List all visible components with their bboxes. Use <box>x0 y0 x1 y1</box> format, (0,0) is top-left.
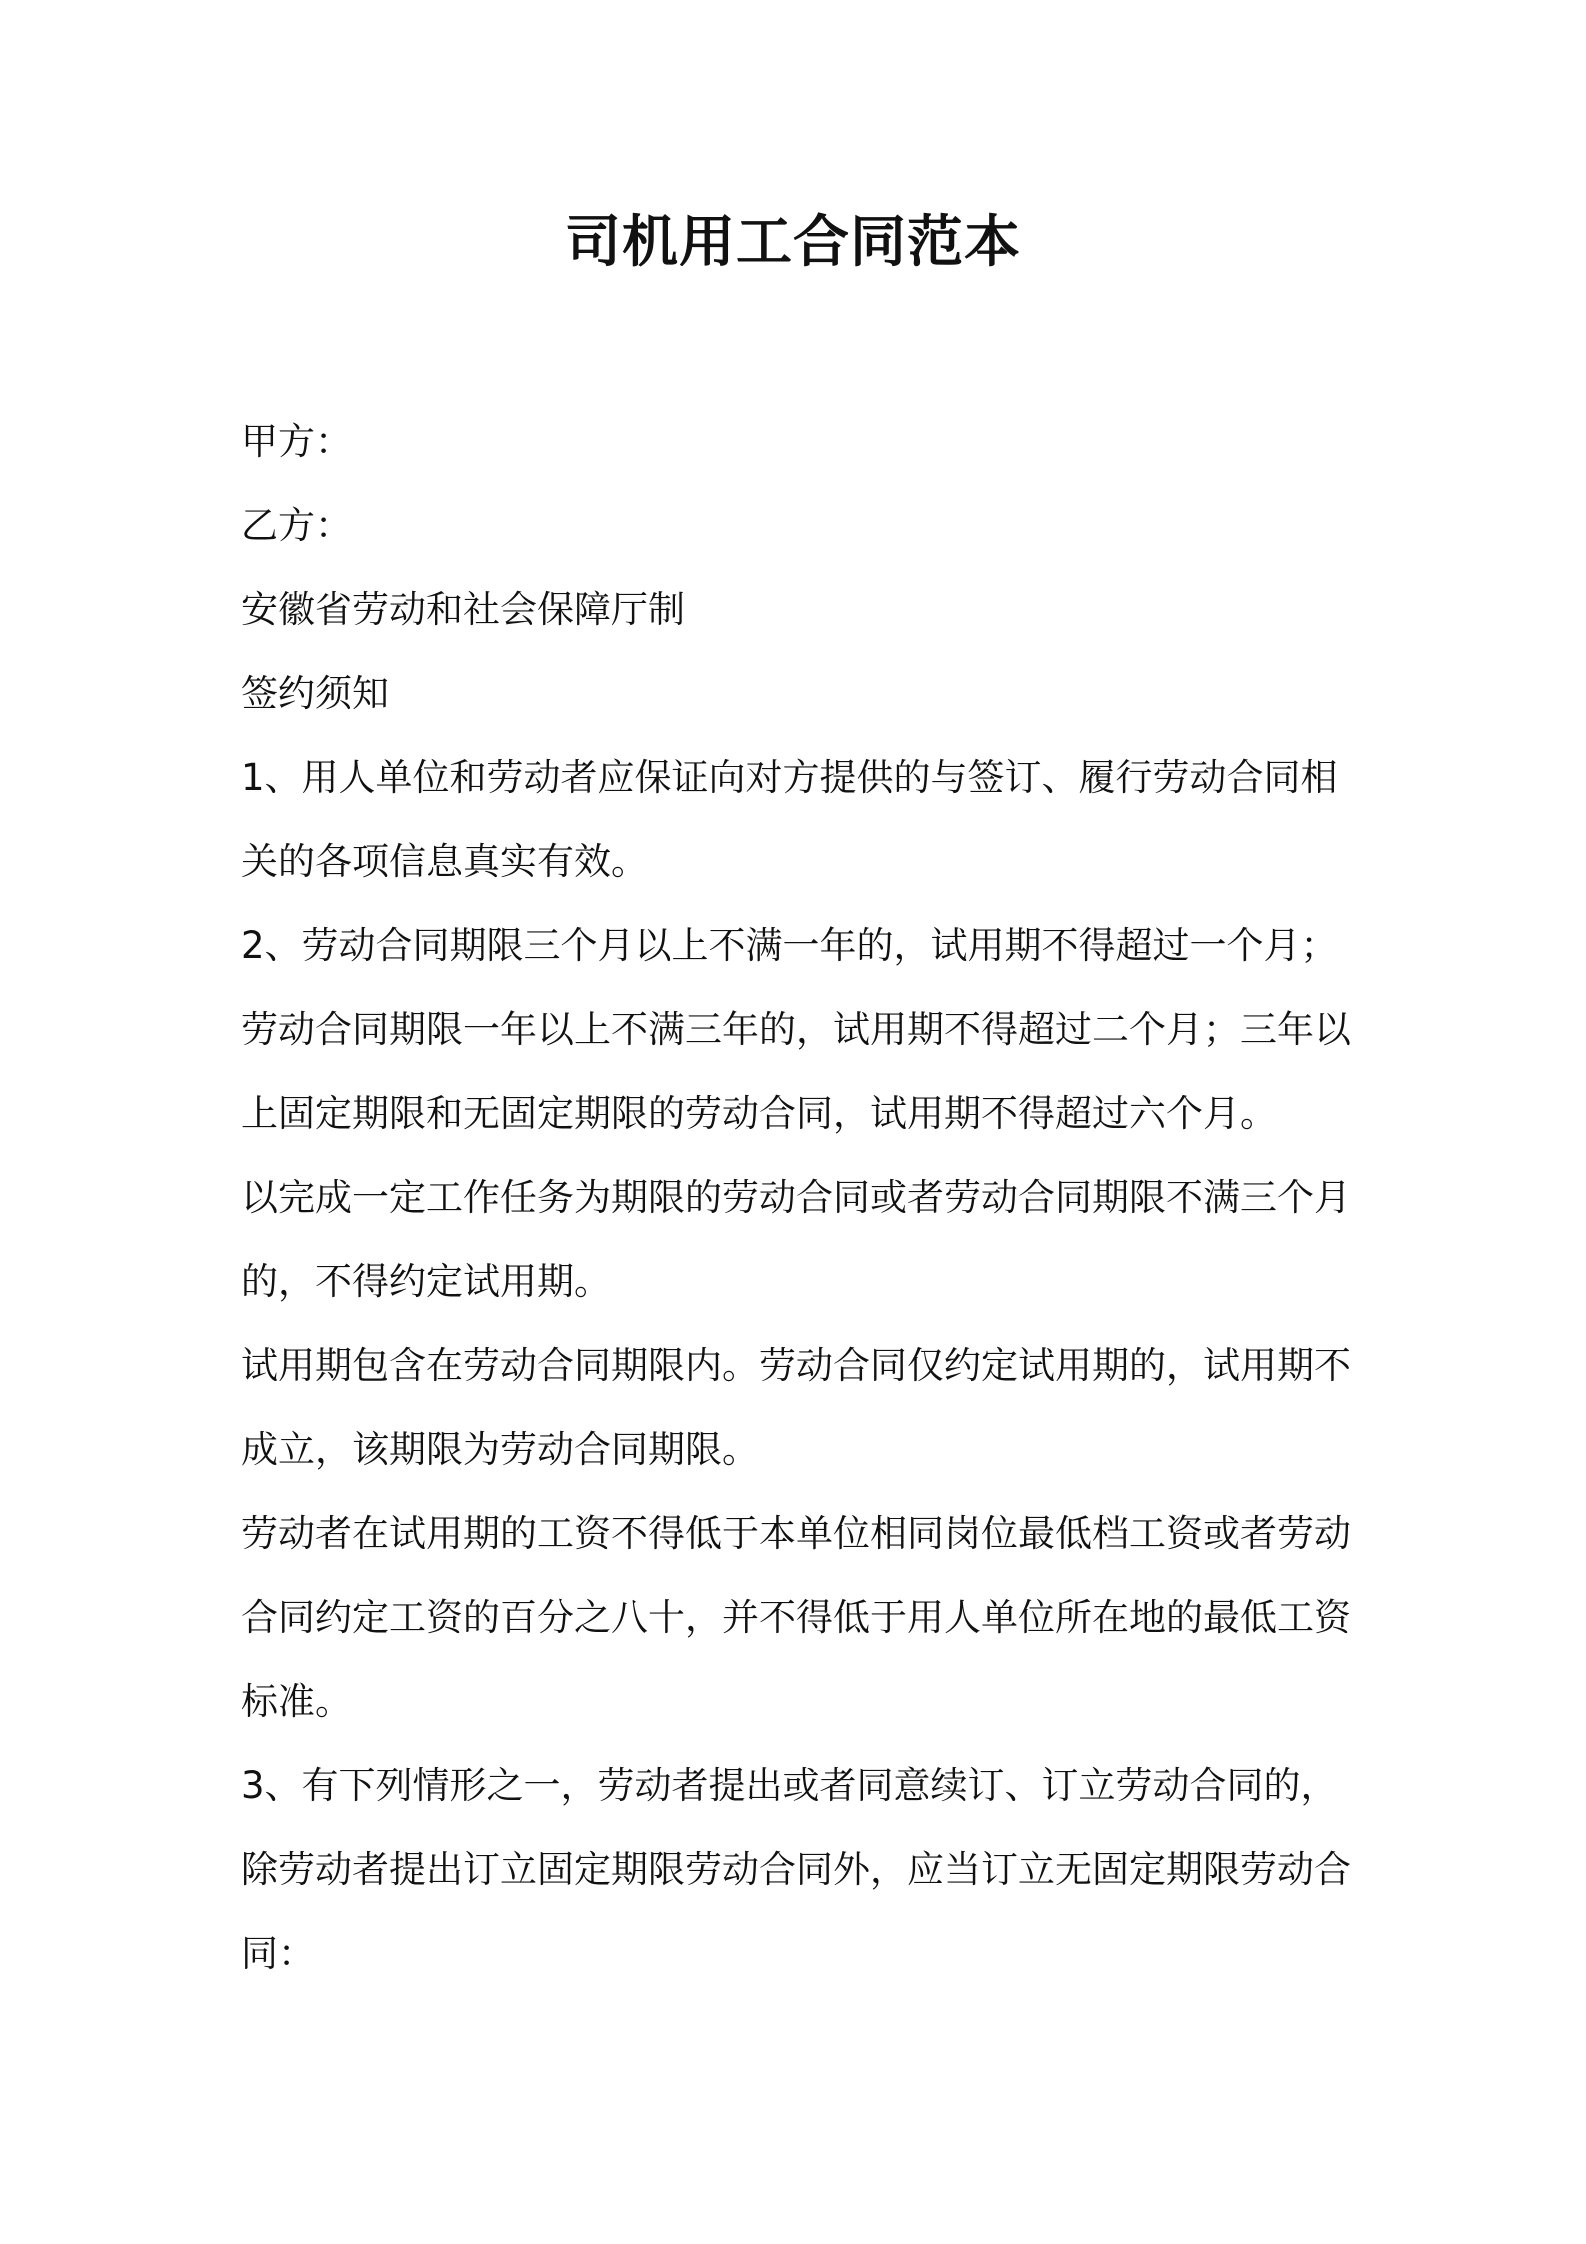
clause-2: 2、劳动合同期限三个月以上不满一年的，试用期不得超过一个月；劳动合同期限一年以上不满三年的，试用期不得超过二个月；三年以上固定期限和无固定期限的劳动合同，试用期不得超过六个月。 <box>241 924 1351 1135</box>
clause-3: 3、有下列情形之一，劳动者提出或者同意续订、订立劳动合同的，除劳动者提出订立固定期限劳动合同外，应当订立无固定期限劳动合同： <box>241 1764 1351 1975</box>
clause-2-task-term: 以完成一定工作任务为期限的劳动合同或者劳动合同期限不满三个月的，不得约定试用期。 <box>241 1176 1351 1303</box>
clause-2-probation-included: 试用期包含在劳动合同期限内。劳动合同仅约定试用期的，试用期不成立，该期限为劳动合同期限。 <box>241 1344 1351 1471</box>
document-title: 司机用工合同范本 <box>565 210 1021 275</box>
clause-1: 1、用人单位和劳动者应保证向对方提供的与签订、履行劳动合同相关的各项信息真实有效。 <box>241 756 1338 883</box>
document-body <box>241 400 1361 1996</box>
party-a-line: 甲方： <box>241 420 352 463</box>
signing-notice-heading: 签约须知 <box>241 672 389 715</box>
clause-2-probation-wage: 劳动者在试用期的工资不得低于本单位相同岗位最低档工资或者劳动合同约定工资的百分之八十，并不得低于用人单位所在地的最低工资标准。 <box>241 1512 1351 1723</box>
issuer-line: 安徽省劳动和社会保障厅制 <box>241 588 685 631</box>
party-b-line: 乙方： <box>241 504 352 547</box>
